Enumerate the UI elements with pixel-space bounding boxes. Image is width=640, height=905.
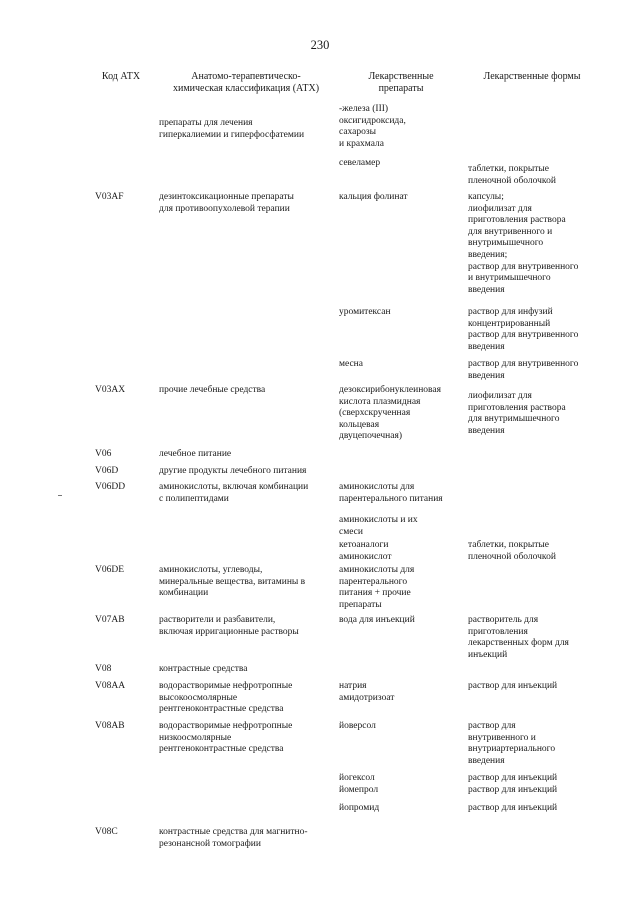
drug-cell: кальция фолинат — [339, 192, 408, 202]
classification-cell: водорастворимые нефротропные высокоосмолярные рентгеноконтрастные средства — [159, 681, 293, 715]
classification-cell: аминокислоты, углеводы, минеральные вещества, витамины в комбинации — [159, 565, 306, 599]
classification-cell: препараты для лечения гиперкалиемии и гиперфосфатемии — [159, 118, 305, 140]
classification-cell: контрастные средства для магнитно- резонансной томографии — [159, 827, 308, 849]
header-forms: Лекарственные формы — [483, 71, 581, 82]
scan-mark — [58, 495, 62, 496]
drug-cell: вода для инъекций — [339, 615, 415, 625]
dosage-form-cell: раствор для инъекций — [468, 681, 558, 691]
dosage-form-cell: растворитель для приготовления лекарственных форм для инъекций — [468, 615, 569, 660]
atx-code-cell: V06DD — [95, 482, 126, 492]
classification-cell: аминокислоты, включая комбинации с полипептидами — [159, 482, 309, 504]
classification-cell: контрастные средства — [159, 664, 248, 674]
drug-cell: аминокислоты и их смеси — [339, 515, 418, 537]
dosage-form-cell: таблетки, покрытые пленочной оболочкой — [468, 164, 556, 186]
atx-code-cell: V08AA — [95, 681, 126, 691]
drug-cell: дезоксирибонуклеиновая кислота плазмидная (сверхскрученная кольцевая двуцепочечная) — [339, 385, 441, 442]
atx-code-cell: V06D — [95, 466, 119, 476]
atx-code-cell: V03AX — [95, 385, 126, 395]
atx-code-cell: V03AF — [95, 192, 124, 202]
header-classification: Анатомо-терапевтическо- химическая классификация (АТХ) — [172, 71, 320, 94]
classification-cell: водорастворимые нефротропные низкоосмолярные рентгеноконтрастные средства — [159, 721, 293, 755]
classification-cell: прочие лечебные средства — [159, 385, 266, 395]
header-drugs: Лекарственные препараты — [368, 71, 434, 94]
atx-code-cell: V06DE — [95, 565, 125, 575]
atx-code-cell: V08AB — [95, 721, 125, 731]
classification-cell: другие продукты лечебного питания — [159, 466, 307, 476]
page-number: 230 — [310, 38, 330, 52]
drug-cell: натрия амидотризоат — [339, 681, 395, 703]
dosage-form-cell: раствор для инъекций — [468, 803, 558, 813]
drug-cell: йоверсол — [339, 721, 376, 731]
atx-code-cell: V06 — [95, 449, 112, 459]
dosage-form-cell: раствор для инъекций раствор для инъекций — [468, 773, 558, 795]
drug-cell: уромитексан — [339, 307, 391, 317]
dosage-form-cell: раствор для внутривенного и внутриартериального введения — [468, 721, 556, 766]
atx-code-cell: V08C — [95, 827, 118, 837]
dosage-form-cell: капсулы; лиофилизат для приготовления раствора для внутривенного и внутримышечного введения; раствор для внутривенного и внутримышечного введения — [468, 192, 579, 295]
atx-code-cell: V08 — [95, 664, 112, 674]
drug-cell: йогексол йомепрол — [339, 773, 379, 795]
drug-cell: аминокислоты для парентерального питания — [339, 482, 443, 504]
classification-cell: растворители и разбавители, включая ирригационные растворы — [159, 615, 299, 637]
drug-cell: месна — [339, 359, 363, 369]
dosage-form-cell: раствор для внутривенного введения — [468, 359, 579, 381]
drug-cell: кетоаналоги аминокислот — [339, 540, 392, 562]
dosage-form-cell: лиофилизат для приготовления раствора для внутримышечного введения — [468, 391, 566, 436]
classification-cell: дезинтоксикационные препараты для противоопухолевой терапии — [159, 192, 294, 214]
header-code: Код АТХ — [101, 71, 141, 82]
drug-cell: -железа (III) оксигидроксида, сахарозы и крахмала — [339, 104, 406, 149]
dosage-form-cell: раствор для инфузий концентрированный раствор для внутривенного введения — [468, 307, 579, 352]
classification-cell: лечебное питание — [159, 449, 232, 459]
drug-cell: аминокислоты для парентерального питания + прочие препараты — [339, 565, 415, 610]
dosage-form-cell: таблетки, покрытые пленочной оболочкой — [468, 540, 556, 562]
atx-code-cell: V07AB — [95, 615, 125, 625]
drug-cell: йопромид — [339, 803, 380, 813]
drug-cell: севеламер — [339, 158, 381, 168]
